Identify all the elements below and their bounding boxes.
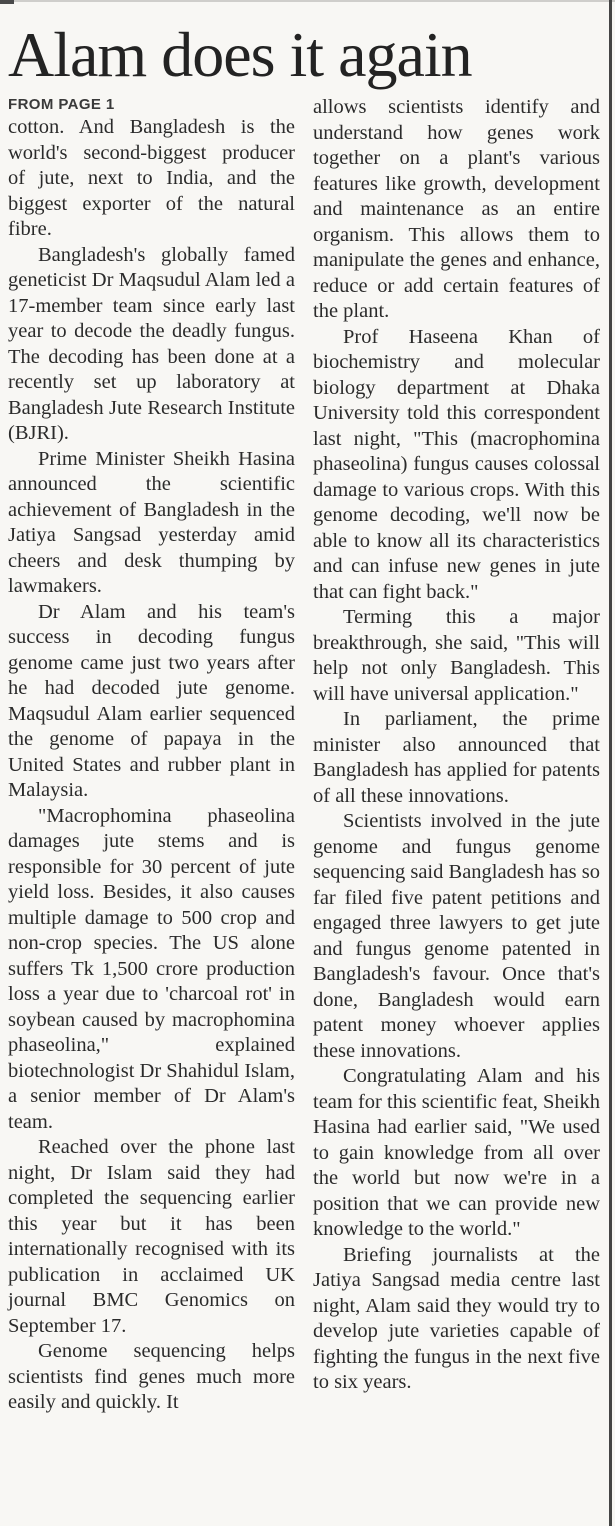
scan-artifact-mark bbox=[0, 0, 14, 4]
article-headline: Alam does it again bbox=[8, 19, 472, 90]
column-rule bbox=[609, 0, 612, 1526]
article-paragraph: Bangladesh's globally famed geneticist Dr Maqsudul Alam led a 17-member team since early last year to decode the deadly fungus. The decoding has been done at a recently set up laboratory at Bangladesh Jute Research Institute (BJRI). bbox=[8, 243, 295, 445]
article-paragraph: Dr Alam and his team's success in decoding fungus genome came just two years after he had decoded jute genome. Maqsudul Alam earlier sequenced the genome of papaya in the United States and rubber plant in Malaysia. bbox=[8, 600, 295, 802]
from-page-kicker: FROM PAGE 1 bbox=[8, 96, 115, 114]
article-paragraph: Congratulating Alam and his team for this scientific feat, Sheikh Hasina had earlier said, "We used to gain knowledge from all over the world but now we're in a position that we can provide new knowledge to the world." bbox=[313, 1065, 600, 1241]
article-paragraph: Prof Haseena Khan of biochemistry and molecular biology department at Dhaka University told this correspondent last night, "This (macrophomina phaseolina) fungus causes colossal damage to various crops. With this genome decoding, we'll now be able to know all its characteristics and can infuse new genes in jute that can fight back." bbox=[313, 325, 600, 603]
article-paragraph: "Macrophomina phaseolina damages jute stems and is responsible for 30 percent of jute yield loss. Besides, it also causes multiple damage to 500 crop and non-crop species. The US alone suffers Tk 1,500 crore production loss a year due to 'charcoal rot' in soybean caused by macrophomina phaseolina," explained biotechnologist Dr Shahidul Islam, a senior member of Dr Alam's team. bbox=[8, 804, 295, 1133]
page-top-edge bbox=[0, 0, 615, 2]
article-paragraph: In parliament, the prime minister also announced that Bangladesh has applied for patents of all these innovations. bbox=[313, 708, 600, 807]
article-column-right bbox=[313, 95, 600, 1416]
article-paragraph: Reached over the phone last night, Dr Islam said they had completed the sequencing earlier this year but it has been internationally recognised with its publication in acclaimed UK journal BMC Genomics on September 17. bbox=[8, 1136, 295, 1337]
article-paragraph: allows scientists identify and understand how genes work together on a plant's various features like growth, development and maintenance as an entire organism. This allows them to manipulate the genes and enhance, reduce or add certain features of the plant. bbox=[313, 96, 600, 323]
article-columns bbox=[8, 95, 600, 1416]
article-column-left bbox=[8, 95, 295, 1416]
article-paragraph: cotton. And Bangladesh is the world's second-biggest producer of jute, next to India, and the biggest exporter of the natural fibre. bbox=[8, 116, 295, 241]
article-paragraph: Terming this a major breakthrough, she said, "This will help not only Bangladesh. This will have universal application." bbox=[313, 606, 600, 705]
article-paragraph: Genome sequencing helps scientists find genes much more easily and quickly. It bbox=[8, 1340, 295, 1414]
article-paragraph: Scientists involved in the jute genome and fungus genome sequencing said Bangladesh has so far filed five patent petitions and engaged three lawyers to get jute and fungus genome patented in Bangladesh's favour. Once that's done, Bangladesh would earn patent money whoever applies these innovations. bbox=[313, 810, 600, 1062]
article-paragraph: Prime Minister Sheikh Hasina announced the scientific achievement of Bangladesh in the Jatiya Sangsad yesterday amid cheers and desk thumping by lawmakers. bbox=[8, 447, 295, 598]
article-paragraph: Briefing journalists at the Jatiya Sangsad media centre last night, Alam said they would try to develop jute varieties capable of fighting the fungus in the next five to six years. bbox=[313, 1243, 600, 1394]
